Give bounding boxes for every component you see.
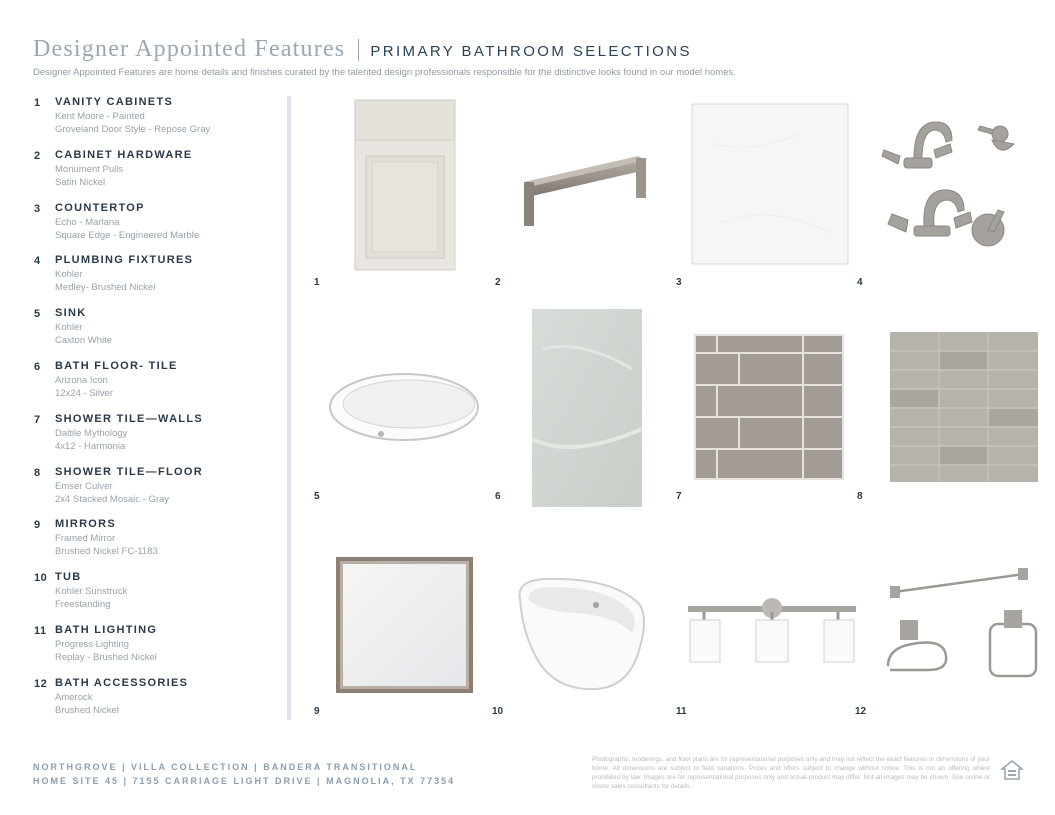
tile-number: 6 [495, 491, 501, 502]
bath-floor-tile-image [532, 309, 642, 507]
tile-number: 3 [676, 277, 682, 288]
freestanding-tub-image [514, 575, 648, 693]
item-number: 9 [34, 519, 41, 532]
tile-number: 1 [314, 277, 320, 288]
item-line: Arizona Icon [55, 374, 108, 386]
cabinet-pull-image [520, 150, 650, 232]
item-line: Progress Lighting [55, 638, 129, 650]
item-number: 4 [34, 255, 41, 268]
shower-wall-tile-image [694, 334, 844, 480]
item-line: Monument Pulls [55, 163, 124, 175]
tile-number: 4 [857, 277, 863, 288]
item-number: 2 [34, 149, 41, 162]
item-number: 7 [34, 413, 41, 426]
page-subtitle: PRIMARY BATHROOM SELECTIONS [370, 43, 692, 60]
item-line: Echo - Marlana [55, 216, 120, 228]
item-line: Satin Nickel [55, 176, 106, 188]
title-row [33, 36, 1033, 63]
item-number: 3 [34, 202, 41, 215]
framed-mirror-image [335, 556, 474, 694]
list-item [34, 677, 284, 730]
footer-disclaimer: Photographs, renderings, and floor plans are for representational purposes only and may not reflect the exact features or dimensions of your home. All dimensions are subject to field variations. Prices and offers subject to change without notice. This is not an offering where prohibited by law. Images are for representational purposes only and actual product may differ. Not all images may be shown. See online or onsite sales consultants for details. [592, 756, 990, 790]
footer-community [33, 760, 455, 788]
item-title: SINK [55, 307, 87, 320]
selection-list [34, 96, 284, 730]
list-item [34, 202, 284, 255]
title-separator [358, 39, 359, 61]
footer-line-1: NORTHGROVE | VILLA COLLECTION | BANDERA TRANSITIONAL [33, 762, 418, 772]
page-title: Designer Appointed Features [33, 36, 346, 62]
shower-floor-tile-image [890, 332, 1038, 482]
list-item [34, 413, 284, 466]
item-title: BATH ACCESSORIES [55, 676, 189, 689]
item-line: 4x12 - Harmonia [55, 440, 126, 452]
item-line: Kohler [55, 269, 83, 281]
item-line: Amerock [55, 691, 93, 703]
item-line: 12x24 - Silver [55, 387, 114, 399]
item-line: Daltile Mythology [55, 427, 128, 439]
vanity-cabinet-image [354, 99, 456, 271]
item-line: Framed Mirror [55, 533, 116, 545]
item-title: CABINET HARDWARE [55, 148, 193, 161]
item-number: 11 [34, 624, 47, 637]
item-number: 12 [34, 677, 48, 690]
vertical-divider [287, 96, 291, 720]
list-item [34, 466, 284, 519]
list-item [34, 307, 284, 360]
plumbing-fixtures-image [878, 114, 1030, 256]
item-number: 5 [34, 308, 41, 321]
tile-number: 7 [676, 491, 682, 502]
item-title: MIRRORS [55, 518, 117, 531]
item-title: SHOWER TILE—WALLS [55, 412, 203, 425]
footer-line-2: HOME SITE 45 | 7155 CARRIAGE LIGHT DRIVE | MAGNOLIA, TX 77354 [33, 776, 456, 786]
item-title: PLUMBING FIXTURES [55, 254, 194, 267]
item-title: TUB [55, 571, 82, 584]
tile-number: 9 [314, 706, 320, 717]
item-title: VANITY CABINETS [55, 96, 174, 108]
list-item [34, 360, 284, 413]
item-number: 8 [34, 466, 41, 479]
item-number: 6 [34, 360, 41, 373]
tile-number: 5 [314, 491, 320, 502]
item-line: Kohler [55, 322, 83, 334]
tile-number: 10 [492, 706, 504, 717]
item-line: Freestanding [55, 599, 111, 611]
tile-number: 12 [855, 706, 867, 717]
intro-text: Designer Appointed Features are home details and finishes curated by the talented design professionals responsible for the distinctive looks found in our model homes. [33, 67, 736, 78]
item-line: Brushed Nickel FC-1183 [55, 546, 158, 558]
item-line: Kent Moore - Painted [55, 111, 145, 122]
list-item [34, 254, 284, 307]
item-number: 10 [34, 572, 48, 585]
header [33, 36, 1033, 78]
tile-number: 2 [495, 277, 501, 288]
equal-housing-icon [1000, 758, 1024, 782]
item-line: Emser Culver [55, 480, 113, 492]
item-line: Groveland Door Style - Repose Gray [55, 124, 211, 135]
tile-number: 11 [676, 706, 687, 717]
bath-lighting-image [686, 596, 858, 666]
countertop-swatch-image [691, 103, 849, 265]
list-item [34, 96, 284, 149]
list-item [34, 624, 284, 677]
list-item [34, 149, 284, 202]
item-title: COUNTERTOP [55, 201, 145, 214]
sink-image [327, 370, 481, 444]
item-line: Medley- Brushed Nickel [55, 282, 156, 294]
tile-number: 8 [857, 491, 863, 502]
list-item [34, 518, 284, 571]
item-title: BATH FLOOR- TILE [55, 359, 178, 372]
item-title: BATH LIGHTING [55, 623, 158, 636]
item-title: SHOWER TILE—FLOOR [55, 465, 203, 478]
bath-accessories-image [884, 566, 1042, 686]
list-item [34, 571, 284, 624]
item-line: Square Edge - Engineered Marble [55, 229, 200, 241]
item-line: Brushed Nickel [55, 704, 119, 716]
item-line: Replay - Brushed Nickel [55, 651, 157, 663]
item-line: Kohler Sunstruck [55, 586, 128, 598]
item-line: Caxton White [55, 335, 113, 347]
item-line: 2x4 Stacked Mosaic - Gray [55, 493, 170, 505]
item-number: 1 [34, 97, 41, 109]
